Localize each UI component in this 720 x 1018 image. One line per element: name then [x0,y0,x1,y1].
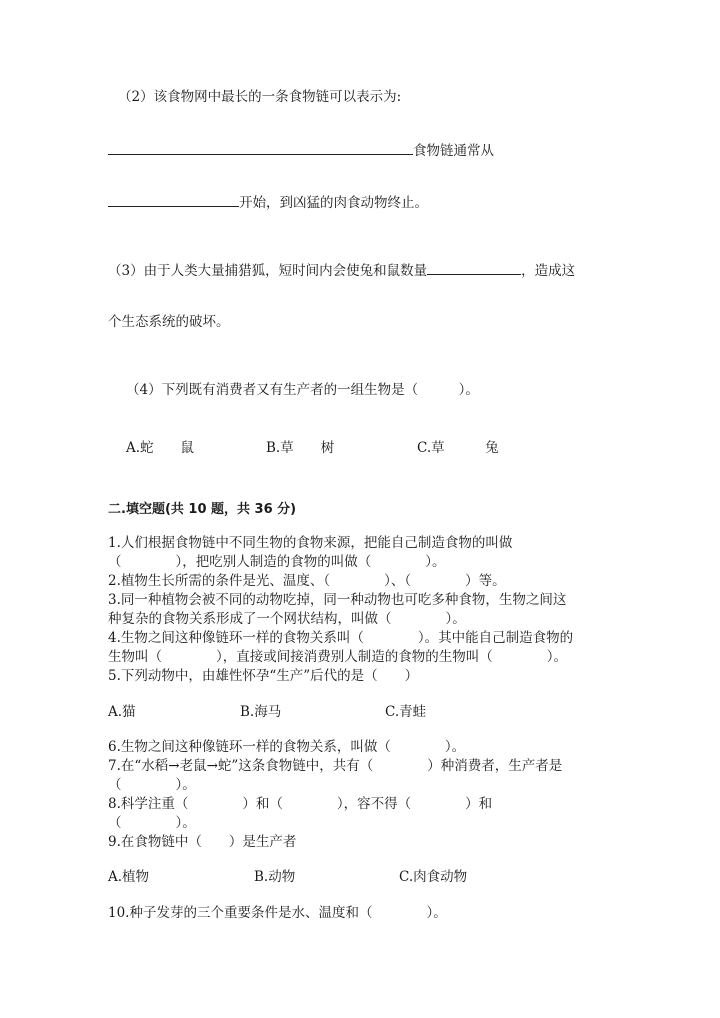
item-2: 2.植物生长所需的条件是光、温度、（ ）、（ ）等。 [108,573,506,589]
item-10: 10.种子发芽的三个重要条件是水、温度和（ ）。 [108,905,447,921]
item-8-line2: （ ）。 [108,815,196,831]
q3-line1 [108,260,575,280]
item-1-line2: （ ），把吃别人制造的食物的叫做（ ）。 [108,554,446,570]
item-3-line2: 种复杂的食物关系形成了一个网状结构，叫做（ ）。 [108,611,466,627]
q4-option-a[interactable]: A.蛇 鼠 [126,440,195,456]
q2-after-blank2: 开始，到凶猛的肉食动物终止。 [239,195,428,211]
item-5-option-c[interactable]: C.青蛙 [385,704,427,720]
item-8-line1: 8.科学注重（ ）和（ ），容不得（ ）和 [108,796,493,812]
q4-option-c[interactable]: C.草 兔 [417,440,499,456]
item-7-line2: （ ）。 [108,777,196,793]
q2-line1 [108,140,494,160]
item-6: 6.生物之间这种像链环一样的食物关系，叫做（ ）。 [108,739,466,755]
item-3-line1: 3.同一种植物会被不同的动物吃掉，同一种动物也可吃多种食物，生物之间这 [108,592,567,608]
q3-line2: 个生态系统的破坏。 [108,314,230,330]
item-9: 9.在食物链中（ ）是生产者 [108,834,297,850]
section-title: 二.填空题(共 10 题，共 36 分) [108,502,297,517]
q2-after-blank1: 食物链通常从 [413,143,494,159]
answer-blank[interactable] [108,192,239,207]
item-7-line1: 7.在“水稻→老鼠→蛇”这条食物链中，共有（ ）种消费者，生产者是 [108,758,563,774]
item-9-option-a[interactable]: A.植物 [108,869,150,885]
q2-intro: （2）该食物网中最长的一条食物链可以表示为: [118,89,402,105]
q4-text: （4）下列既有消费者又有生产者的一组生物是（ ）。 [126,382,479,398]
item-4-line2: 生物叫（ ），直接或间接消费别人制造的食物的生物叫（ ）。 [108,649,567,665]
item-1-line1: 1.人们根据食物链中不同生物的食物来源，把能自己制造食物的叫做 [108,535,513,551]
q3-part1: （3）由于人类大量捕猎狐，短时间内会使兔和鼠数量 [108,263,428,279]
item-5-option-a[interactable]: A.猫 [108,704,136,720]
q4-option-b[interactable]: B.草 树 [266,440,335,456]
item-9-option-c[interactable]: C.肉食动物 [399,869,468,885]
q2-line2 [108,192,428,212]
item-5: 5.下列动物中，由雄性怀孕“生产”后代的是（ ） [108,668,419,684]
answer-blank[interactable] [427,260,521,275]
item-4-line1: 4.生物之间这种像链环一样的食物关系叫（ ）。其中能自己制造食物的 [108,630,574,646]
item-5-option-b[interactable]: B.海马 [240,704,282,720]
answer-blank[interactable] [108,140,413,155]
q3-part2: ，造成这 [521,263,576,279]
item-9-option-b[interactable]: B.动物 [254,869,296,885]
